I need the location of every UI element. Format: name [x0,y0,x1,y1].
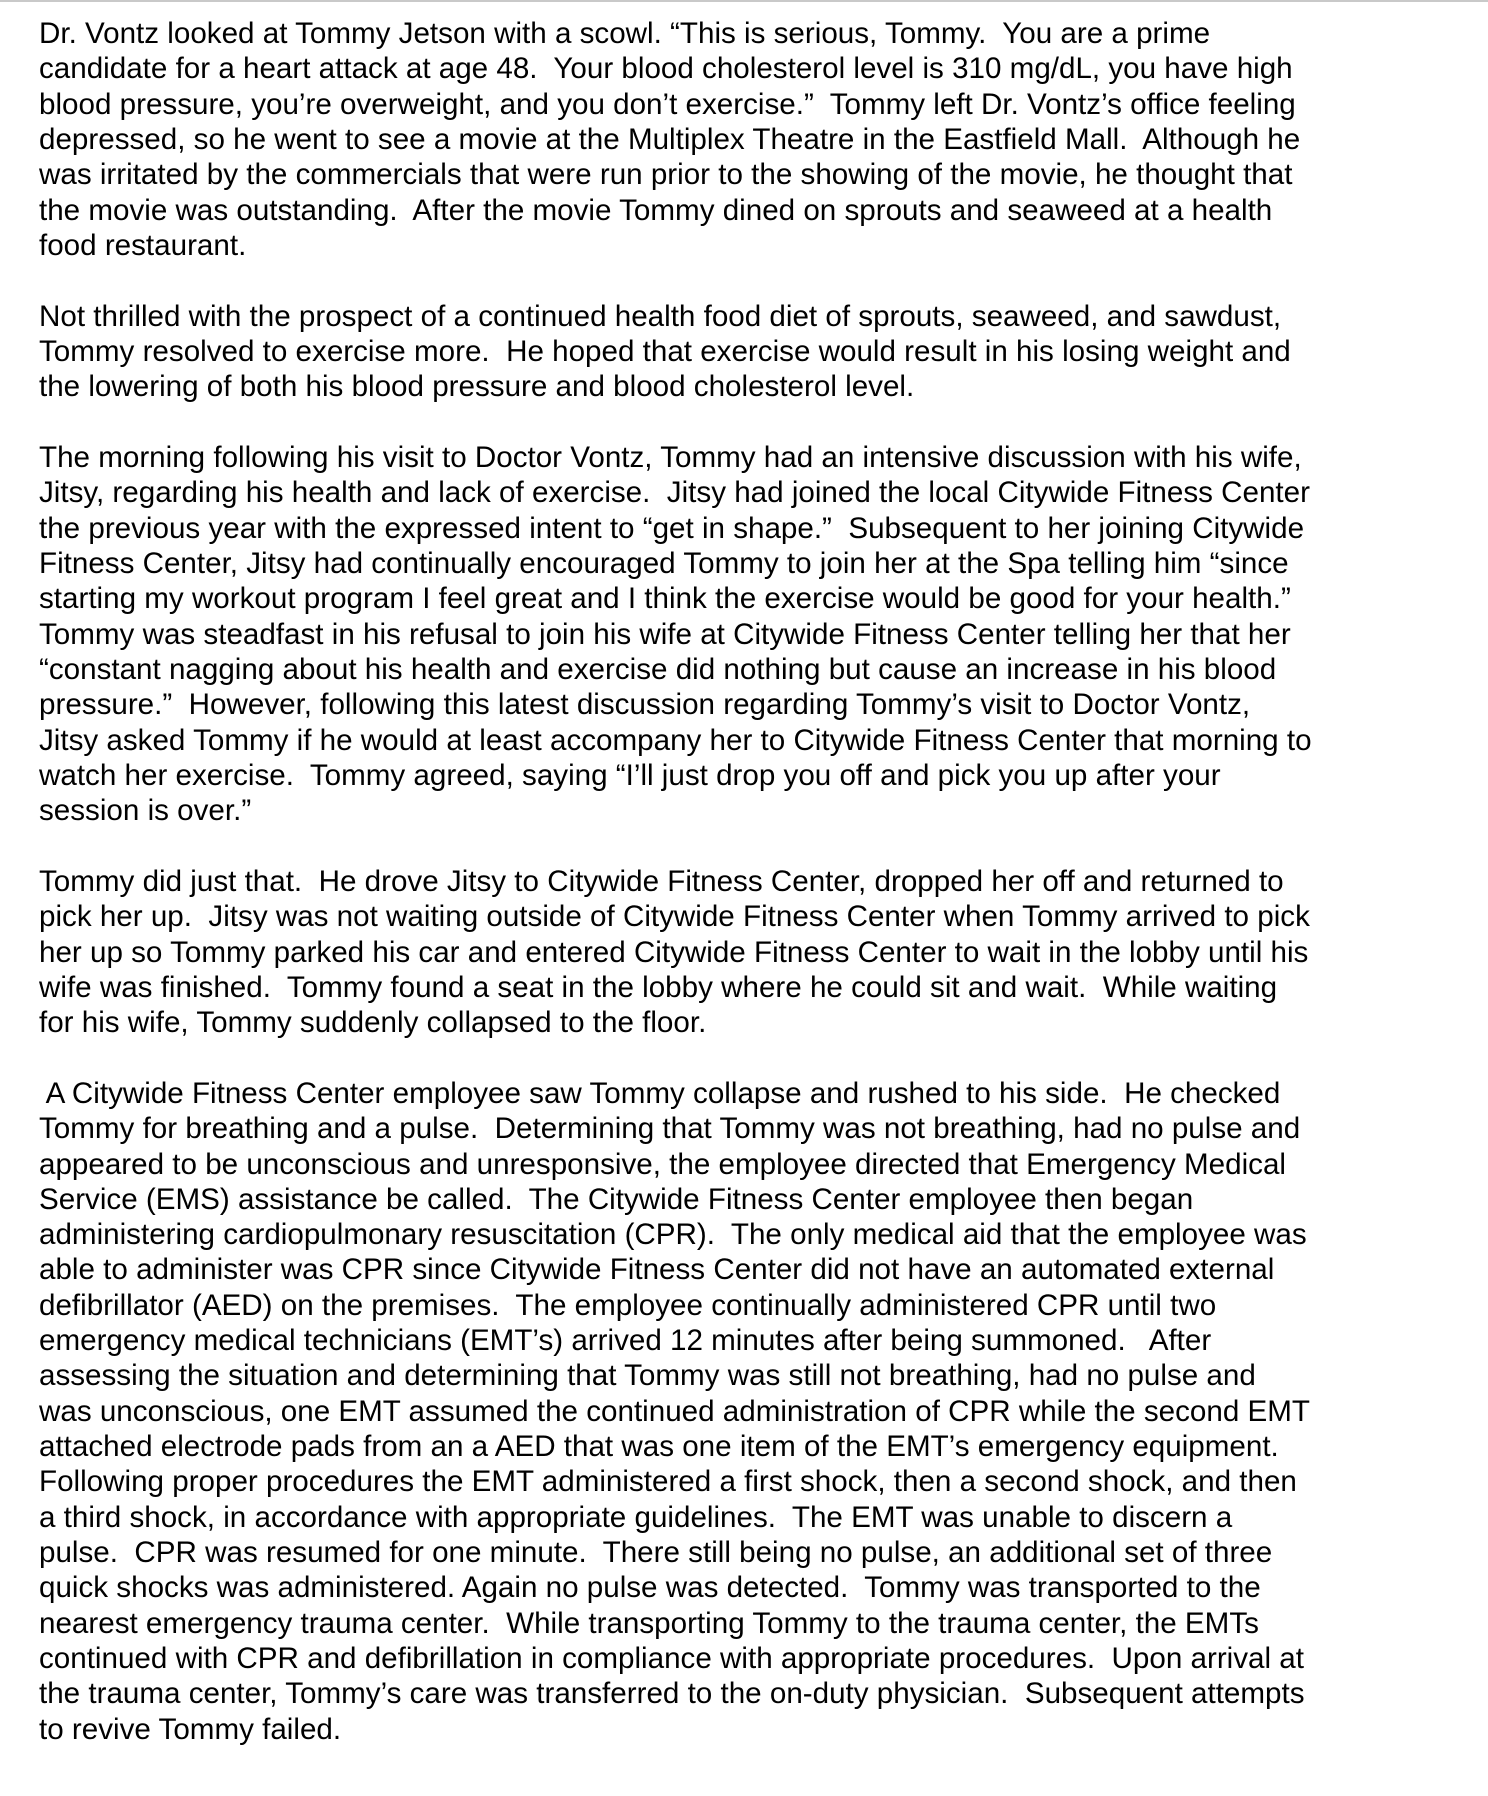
text-line: administering cardiopulmonary resuscitation (CPR). The only medical aid that the employee was [39,1218,1307,1252]
text-line: to revive Tommy failed. [39,1712,342,1746]
text-line: emergency medical technicians (EMT’s) arrived 12 minutes after being summoned. After [39,1324,1212,1358]
text-line: blood pressure, you’re overweight, and you don’t exercise.” Tommy left Dr. Vontz’s office feeling [39,87,1296,121]
text-line: Tommy was steadfast in his refusal to join his wife at Citywide Fitness Center telling her that her [39,617,1291,651]
text-line: pressure.” However, following this latest discussion regarding Tommy’s visit to Doctor Vontz, [39,688,1251,722]
text-line: the lowering of both his blood pressure and blood cholesterol level. [39,370,915,404]
text-line: the previous year with the expressed intent to “get in shape.” Subsequent to her joining Citywide [39,511,1305,545]
text-line: Not thrilled with the prospect of a continued health food diet of sprouts, seaweed, and sawdust, [39,299,1282,333]
text-line: assessing the situation and determining that Tommy was still not breathing, had no pulse and [39,1359,1256,1393]
document-body [39,16,1459,1782]
text-line: food restaurant. [39,228,247,262]
text-line: session is over.” [39,794,252,828]
text-line: quick shocks was administered. Again no pulse was detected. Tommy was transported to the [39,1571,1261,1605]
paragraph [39,864,1459,1041]
text-line: her up so Tommy parked his car and entered Citywide Fitness Center to wait in the lobby until his [39,935,1309,969]
text-line: Dr. Vontz looked at Tommy Jetson with a scowl. “This is serious, Tommy. You are a prime [39,17,1211,50]
top-border [0,0,1488,2]
text-line: nearest emergency trauma center. While transporting Tommy to the trauma center, the EMTs [39,1606,1259,1640]
text-line: starting my workout program I feel great and I think the exercise would be good for your health.” [39,582,1291,616]
text-line: continued with CPR and defibrillation in compliance with appropriate procedures. Upon arrival at [39,1642,1304,1676]
text-line: the movie was outstanding. After the movie Tommy dined on sprouts and seaweed at a health [39,193,1273,227]
text-line: Tommy resolved to exercise more. He hoped that exercise would result in his losing weight and [39,334,1291,368]
text-line: wife was finished. Tommy found a seat in the lobby where he could sit and wait. While waiting [39,970,1278,1004]
text-line: watch her exercise. Tommy agreed, saying “I’ll just drop you off and pick you up after your [39,758,1221,792]
text-line: was unconscious, one EMT assumed the continued administration of CPR while the second EMT [39,1394,1310,1428]
text-line: “constant nagging about his health and exercise did nothing but cause an increase in his blood [39,652,1277,686]
text-line: defibrillator (AED) on the premises. The employee continually administered CPR until two [39,1288,1217,1322]
paragraph [39,440,1459,829]
text-line: Following proper procedures the EMT administered a first shock, then a second shock, and then [39,1465,1297,1499]
text-line: was irritated by the commercials that were run prior to the showing of the movie, he thought that [39,158,1293,192]
text-line: the trauma center, Tommy’s care was transferred to the on-duty physician. Subsequent attempts [39,1677,1305,1711]
text-line: pulse. CPR was resumed for one minute. There still being no pulse, an additional set of three [39,1536,1273,1570]
text-line: The morning following his visit to Doctor Vontz, Tommy had an intensive discussion with his wife, [39,440,1302,474]
paragraph [39,299,1459,405]
text-line: Service (EMS) assistance be called. The Citywide Fitness Center employee then began [39,1182,1194,1216]
paragraph [39,1076,1459,1747]
text-line: Jitsy, regarding his health and lack of exercise. Jitsy had joined the local Citywide Fitness Center [39,476,1310,510]
text-line: A Citywide Fitness Center employee saw Tommy collapse and rushed to his side. He checked [39,1076,1281,1110]
text-line: Fitness Center, Jitsy had continually encouraged Tommy to join her at the Spa telling him “since [39,546,1289,580]
text-line: able to administer was CPR since Citywide Fitness Center did not have an automated external [39,1253,1275,1287]
text-line: Tommy did just that. He drove Jitsy to Citywide Fitness Center, dropped her off and returned to [39,864,1284,898]
paragraph [39,16,1459,263]
text-line: attached electrode pads from an a AED that was one item of the EMT’s emergency equipment. [39,1430,1279,1464]
text-line: for his wife, Tommy suddenly collapsed to the floor. [39,1006,707,1040]
text-line: depressed, so he went to see a movie at the Multiplex Theatre in the Eastfield Mall. Although he [39,122,1301,156]
text-line: appeared to be unconscious and unresponsive, the employee directed that Emergency Medical [39,1147,1286,1181]
text-line: pick her up. Jitsy was not waiting outside of Citywide Fitness Center when Tommy arrived to pick [39,900,1310,934]
text-line: Tommy for breathing and a pulse. Determining that Tommy was not breathing, had no pulse and [39,1112,1301,1146]
text-line: Jitsy asked Tommy if he would at least accompany her to Citywide Fitness Center that morning to [39,723,1312,757]
text-line: a third shock, in accordance with appropriate guidelines. The EMT was unable to discern a [39,1500,1233,1534]
text-line: candidate for a heart attack at age 48. Your blood cholesterol level is 310 mg/dL, you have high [39,52,1293,86]
